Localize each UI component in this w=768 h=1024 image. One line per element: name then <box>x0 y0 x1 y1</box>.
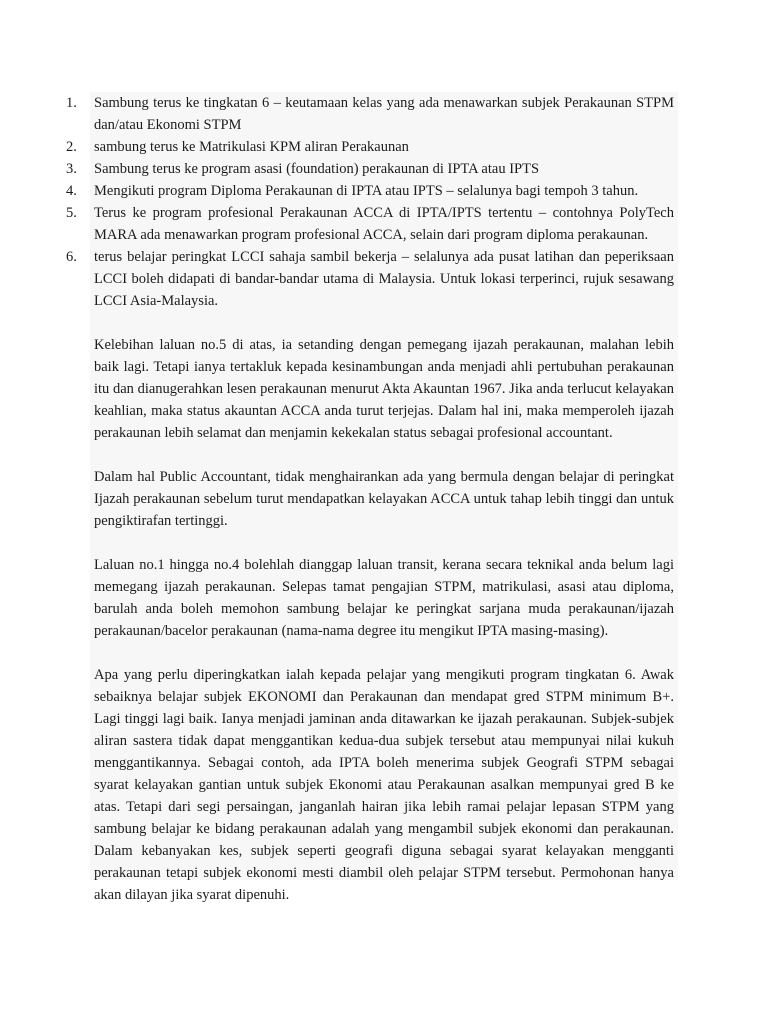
list-item <box>66 92 674 136</box>
list-item <box>66 180 674 202</box>
body-paragraphs <box>66 334 674 906</box>
paragraph-public-accountant: Dalam hal Public Accountant, tidak menghairankan ada yang bermula dengan belajar di peringkat Ijazah perakaunan sebelum turut mendapatkan kelayakan ACCA untuk tahap lebih tinggi dan untuk pengiktirafan tertinggi. <box>94 469 674 529</box>
list-item-text: sambung terus ke Matrikulasi KPM aliran Perakaunan <box>94 139 409 155</box>
list-item <box>66 202 674 246</box>
list-item-number: 6. <box>66 249 77 265</box>
document-body <box>66 92 674 928</box>
list-item-text: Terus ke program profesional Perakaunan ACCA di IPTA/IPTS tertentu – contohnya PolyTech MARA ada menawarkan program profesional ACCA, selain dari program diploma perakaunan. <box>94 205 674 243</box>
list-item-number: 4. <box>66 183 77 199</box>
list-item-number: 5. <box>66 205 77 221</box>
list-item-number: 2. <box>66 139 77 155</box>
list-item-text: Mengikuti program Diploma Perakaunan di IPTA atau IPTS – selalunya bagi tempoh 3 tahun. <box>94 183 639 199</box>
list-item-text: terus belajar peringkat LCCI sahaja sambil bekerja – selalunya ada pusat latihan dan peperiksaan LCCI boleh didapati di bandar-bandar utama di Malaysia. Untuk lokasi terperinci, rujuk sesawang LCCI Asia-Malaysia. <box>94 249 674 309</box>
paragraph-form-six-advice: Apa yang perlu diperingkatkan ialah kepada pelajar yang mengikuti program tingkatan 6. Awak sebaiknya belajar subjek EKONOMI dan Perakaunan dan mendapat gred STPM minimum B+. Lagi tinggi lagi baik. Ianya menjadi jaminan anda ditawarkan ke ijazah perakaunan. Subjek-subjek aliran sastera tidak dapat menggantikan kedua-dua subjek tersebut atau mempunyai nilai kukuh menggantikannya. Sebagai contoh, ada IPTA boleh menerima subjek Geografi STPM sebagai syarat kelayakan gantian untuk subjek Ekonomi atau Perakaunan asalkan mempunyai gred B ke atas. Tetapi dari segi persaingan, janganlah hairan jika lebih ramai pelajar lepasan STPM yang sambung belajar ke bidang perakaunan adalah yang mengambil subjek ekonomi dan perakaunan. Dalam kebanyakan kes, subjek seperti geografi diguna sebagai syarat kelayakan mengganti perakaunan tetapi subjek ekonomi mesti diambil oleh pelajar STPM tersebut. Permohonan hanya akan dilayan jika syarat dipenuhi. <box>94 667 674 903</box>
list-item-number: 1. <box>66 95 77 111</box>
list-item-number: 3. <box>66 161 77 177</box>
list-item <box>66 246 674 312</box>
pathway-list <box>66 92 674 312</box>
list-item-text: Sambung terus ke program asasi (foundation) perakaunan di IPTA atau IPTS <box>94 161 540 177</box>
list-item <box>66 158 674 180</box>
paragraph-transit-routes: Laluan no.1 hingga no.4 bolehlah dianggap laluan transit, kerana secara teknikal anda belum lagi memegang ijazah perakaunan. Selepas tamat pengajian STPM, matrikulasi, asasi atau diploma, barulah anda boleh memohon sambung belajar ke peringkat sarjana muda perakaunan/ijazah perakaunan/bacelor perakaunan (nama-nama degree itu mengikut IPTA masing-masing). <box>94 557 674 639</box>
list-item <box>66 136 674 158</box>
list-item-text: Sambung terus ke tingkatan 6 – keutamaan kelas yang ada menawarkan subjek Perakaunan STPM dan/atau Ekonomi STPM <box>94 95 674 133</box>
paragraph-route-5-advantage: Kelebihan laluan no.5 di atas, ia setanding dengan pemegang ijazah perakaunan, malahan lebih baik lagi. Tetapi ianya tertakluk kepada kesinambungan anda menjadi ahli pertubuhan perakaunan itu dan dianugerahkan lesen perakaunan menurut Akta Akauntan 1967. Jika anda terlucut kelayakan keahlian, maka status akauntan ACCA anda turut terjejas. Dalam hal ini, maka memperoleh ijazah perakaunan lebih selamat dan menjamin kekekalan status sebagai profesional accountant. <box>94 337 674 441</box>
